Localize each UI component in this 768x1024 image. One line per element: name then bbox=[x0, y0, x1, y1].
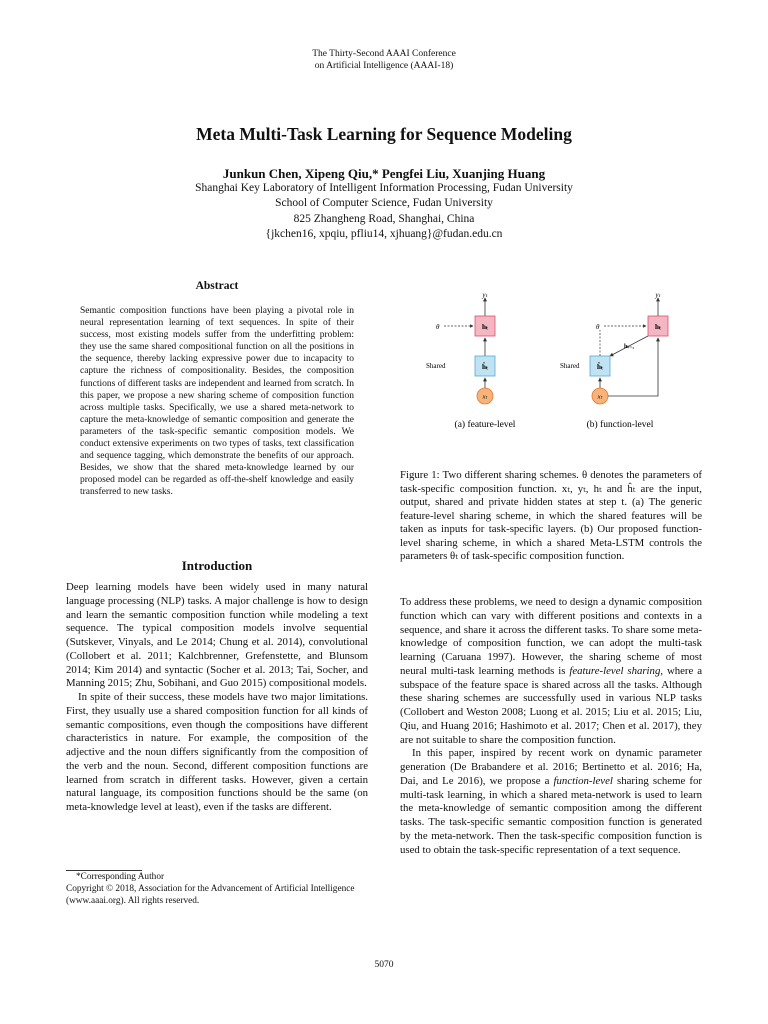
footnote-corresponding: *Corresponding Author bbox=[76, 872, 165, 882]
abstract-text: Semantic composition functions have been playing a pivotal role in neural representation learning of text sequences. In spite of their success, most existing models suffer from the underfitting problem: they use the same shared compositional function on all the positions in the sequence, thereby lacking expressive power due to incapacity to capture the richness of compositionality. Besides, the composition functions of different tasks are independent and learned from scratch. In this paper, we propose a new sharing scheme of composition function across multiple tasks. Specifically, we use a shared meta-network to capture the meta-knowledge of semantic composition and generate the parameters of the task-specific semantic composition models. We conduct extensive experiments on two types of tasks, text classification and sequence tagging, which demonstrate the benefits of our approach. Besides, we show that the shared meta-knowledge learned by our proposed model can be regarded as off-the-shelf knowledge and easily transferred to new tasks. bbox=[80, 306, 354, 498]
intro-paragraph-2: In spite of their success, these models have two major limitations. First, they usually use a shared composition function for all kinds of semantic compositions, even though the compositions have different characteristics in nature. For example, the composition of the adjective and the noun differs significantly from the composition of the verb and the noun. Second, different composition functions are learned from scratch in different tasks. However, given a certain natural language, its composition functions should be the same (on meta-knowledge level at least), even if the tasks are different. bbox=[66, 691, 368, 813]
shared-label-b: Shared bbox=[560, 362, 580, 370]
node-h-b: hₜ bbox=[655, 323, 661, 331]
abstract-heading: Abstract bbox=[195, 280, 239, 292]
right-p1-emphasis: feature-level sharing bbox=[569, 664, 661, 677]
conference-line-2: on Artificial Intelligence (AAAI-18) bbox=[314, 61, 454, 71]
theta-label-b: θ bbox=[596, 323, 600, 331]
conference-line-1: The Thirty-Second AAAI Conference bbox=[312, 49, 456, 59]
affiliation-line-1: Shanghai Key Laboratory of Intelligent Information Processing, Fudan University bbox=[195, 182, 573, 194]
conference-header bbox=[0, 48, 768, 72]
figure-1-caption: Figure 1: Two different sharing schemes. θ denotes the parameters of task-specific composition function. xₜ, yₜ, hₜ and ĥₜ are the input, output, shared and private hidden states at step t. (a) The generic feature-level sharing scheme, in which the shared features will be taken as inputs for task-specific layers. (b) Our proposed function-level sharing scheme, in which a shared Meta-LSTM controls the parameters θₜ of task-specific composition function. bbox=[400, 469, 702, 562]
figure-1-diagram bbox=[420, 290, 692, 435]
node-hhat-b: ĥₜ bbox=[597, 363, 603, 371]
affiliation-line-3: 825 Zhangheng Road, Shanghai, China bbox=[293, 212, 475, 225]
right-p1-text-a: To address these problems, we need to design a dynamic composition function which can vary with different positions and contexts in a sequence, and share it across the different tasks. To share some meta-knowledge of composition function, we can adopt the multi-task learning (Caruana 1997). However, the sharing scheme of most neural multi-task learning methods is bbox=[400, 596, 702, 677]
page-number: 5070 bbox=[374, 960, 394, 970]
affiliation-emails: {jkchen16, xpqiu, pfliu14, xjhuang}@fudan.edu.cn bbox=[265, 228, 503, 241]
node-x-b: xₜ bbox=[597, 393, 603, 401]
right-p2-text-b: sharing scheme for multi-task learning, in which a shared meta-network is used to learn the meta-knowledge of semantic composition among the different tasks. The task-specific semantic composition function is generated by the meta-network. Then the task-specific composition function is used to obtain the task-specific representation of a text sequence. bbox=[400, 774, 702, 856]
label-function-level: (b) function-level bbox=[586, 420, 654, 430]
right-p1-text-b: , where a subspace of the feature space is shared across all the tasks. Although these sharing schemes are successfully used in various NLP tasks (Collobert and Weston 2008; Luong et al. 2015; Liu et al. 2015; Liu, Qiu, and Huang 2016; Hashimoto et al. 2017; Chen et al. 2017), they are not suitable to share the composition function. bbox=[400, 664, 702, 746]
node-y-b: yₜ bbox=[655, 291, 661, 299]
theta-label-a: θ bbox=[436, 323, 440, 331]
shared-label-a: Shared bbox=[426, 362, 446, 370]
authors: Junkun Chen, Xipeng Qiu,* Pengfei Liu, Xuanjing Huang bbox=[222, 166, 546, 181]
right-column-body bbox=[400, 596, 702, 857]
footnote-rule bbox=[66, 870, 142, 871]
right-paragraph-1 bbox=[400, 596, 702, 747]
node-x-a: xₜ bbox=[482, 393, 488, 401]
right-p2-text-a: In this paper, inspired by recent work on dynamic parameter generation (De Brabandere et al. 2016; Bertinetto et al. 2016; Ha, Dai, and Le 2016), we propose a bbox=[400, 747, 702, 787]
affiliation-line-2: School of Computer Science, Fudan University bbox=[275, 197, 493, 210]
affiliation bbox=[0, 181, 768, 243]
footnote-copyright: Copyright © 2018, Association for the Advancement of Artificial Intelligence (www.aaai.org). All rights reserved. bbox=[66, 883, 355, 906]
node-h-a: hₜ bbox=[482, 323, 488, 331]
label-feature-level: (a) feature-level bbox=[454, 420, 516, 430]
right-p2-emphasis: function-level bbox=[553, 774, 613, 787]
diagram-feature-level bbox=[426, 291, 516, 430]
node-hhat-a: ĥₜ bbox=[482, 363, 488, 371]
footnote bbox=[66, 872, 368, 907]
introduction-body bbox=[66, 581, 368, 815]
introduction-heading: Introduction bbox=[181, 558, 253, 573]
intro-paragraph-1: Deep learning models have been widely used in many natural language processing (NLP) tasks. A major challenge is how to design and learn the semantic composition function while modeling a text sequence. The typical composition models involve sequential (Sutskever, Vinyals, and Le 2014; Chung et al. 2014), convolutional (Collobert et al. 2011; Kalchbrenner, Grefenstette, and Blunsom 2014; Kim 2014) and syntactic (Socher et al. 2013; Tai, Socher, and Manning 2015; Zhu, Sobihani, and Guo 2015) compositional models. bbox=[66, 581, 368, 690]
node-hprev: hₜ₋₁ bbox=[624, 344, 635, 350]
paper-title: Meta Multi-Task Learning for Sequence Modeling bbox=[196, 124, 572, 144]
right-paragraph-2 bbox=[400, 747, 702, 857]
diagram-function-level bbox=[560, 291, 668, 430]
node-y-a: yₜ bbox=[482, 291, 488, 299]
